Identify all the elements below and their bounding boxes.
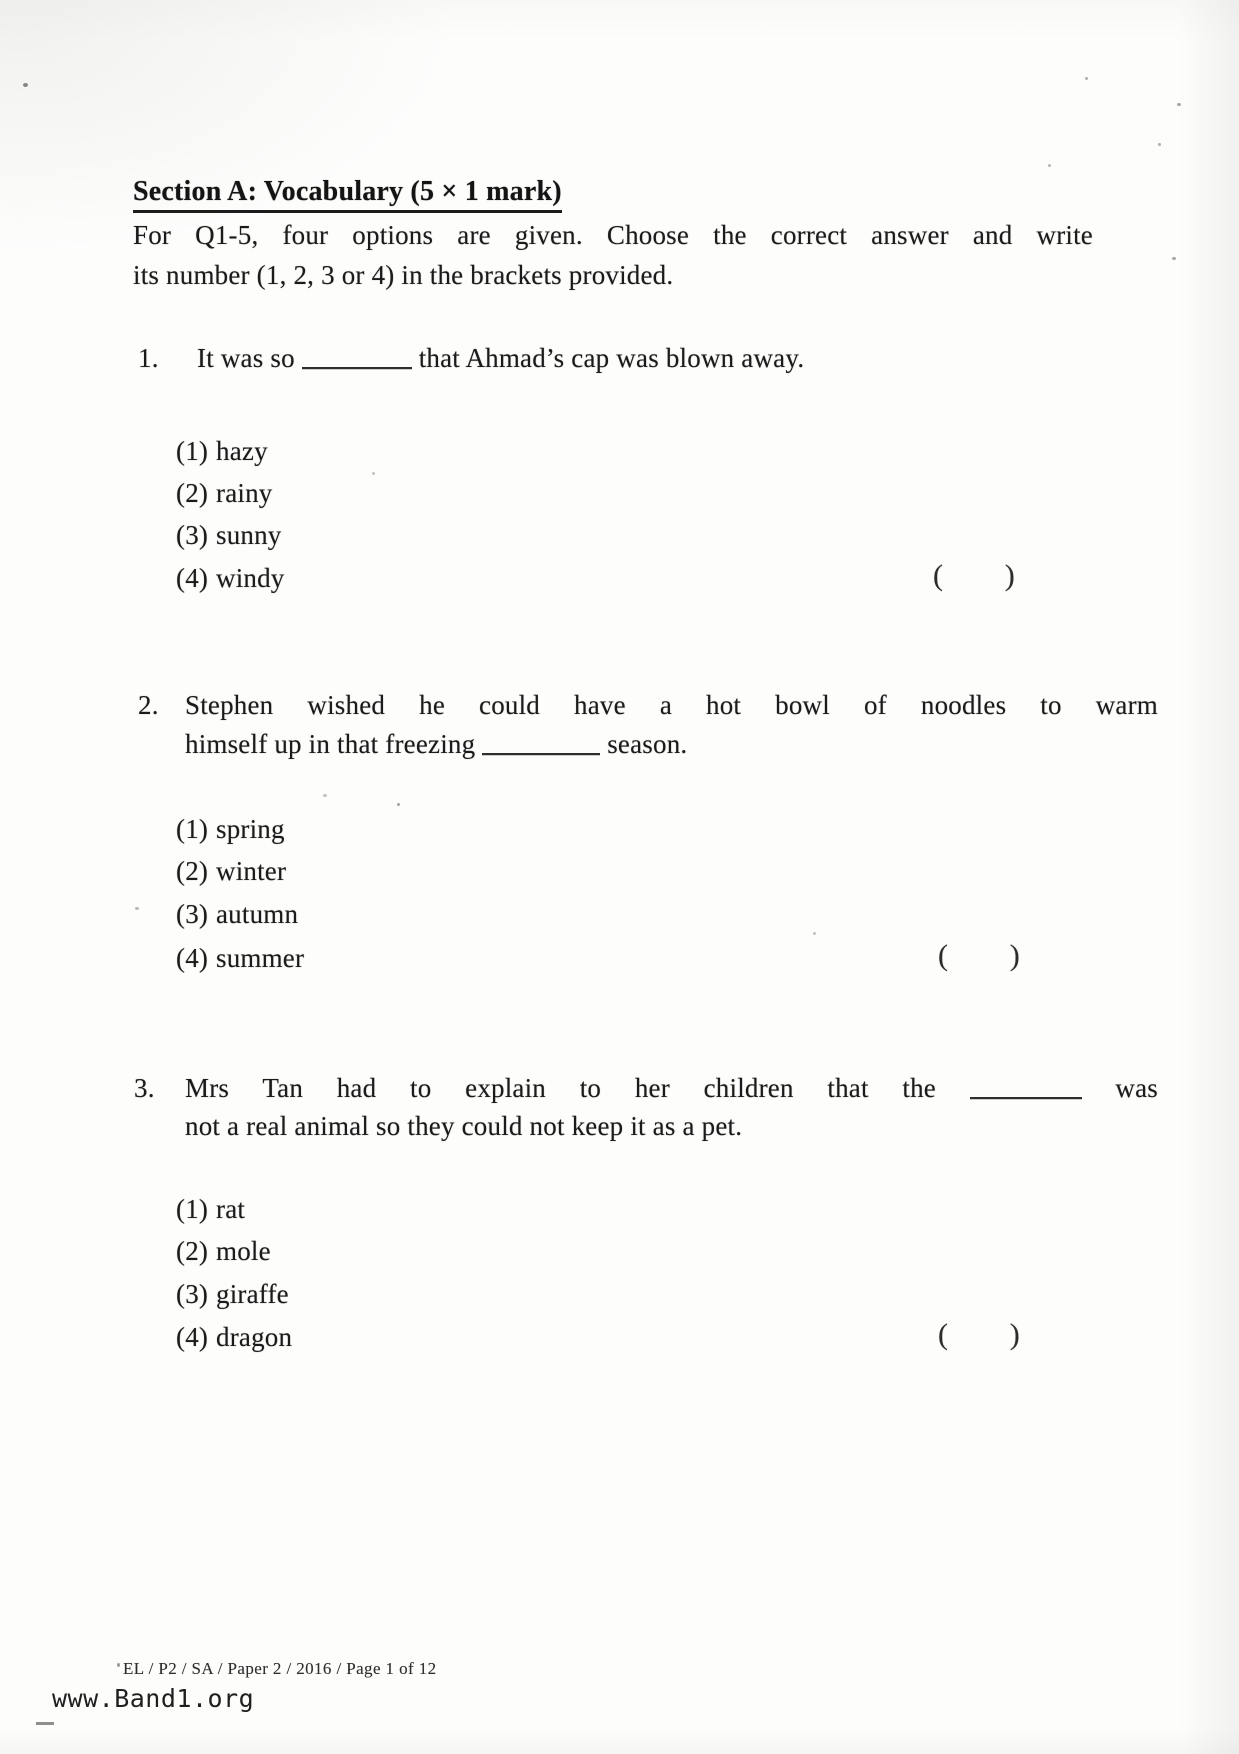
option-label: winter: [216, 856, 287, 886]
option-label: spring: [216, 814, 285, 844]
bracket-close: ): [1004, 559, 1015, 592]
option-number: (4): [176, 1322, 209, 1352]
option-label: giraffe: [216, 1279, 289, 1309]
question-1-answer-brackets: [933, 559, 1015, 593]
section-title: Section A: Vocabulary (5 × 1 mark): [133, 176, 562, 213]
question-3-answer-blank: [970, 1097, 1082, 1099]
footer-paper-reference: EL / P2 / SA / Paper 2 / 2016 / Page 1 of 12: [123, 1659, 437, 1678]
question-1-stem-after: that Ahmad’s cap was blown away.: [418, 343, 805, 373]
question-2-answer-blank: [482, 753, 600, 755]
option-label: autumn: [216, 899, 299, 929]
scan-speck: [1085, 77, 1088, 80]
instructions-line-1: For Q1-5, four options are given. Choose the correct answer and write: [133, 220, 1093, 250]
option-label: windy: [216, 563, 285, 593]
question-3-option-2: [176, 1234, 271, 1268]
bracket-open: (: [938, 1318, 949, 1351]
question-1-number: 1.: [138, 343, 159, 373]
option-number: (1): [176, 436, 209, 466]
bracket-open: (: [938, 939, 949, 972]
question-3-stem-line-1: [185, 1071, 1158, 1105]
question-2-number: 2.: [138, 690, 159, 720]
option-number: (4): [176, 563, 209, 593]
option-label: mole: [216, 1236, 271, 1266]
option-number: (4): [176, 943, 209, 973]
bracket-open: (: [933, 559, 944, 592]
option-number: (2): [176, 1236, 209, 1266]
scan-speck: [1172, 257, 1176, 260]
scan-speck: [23, 83, 28, 87]
option-number: (3): [176, 1279, 209, 1309]
bracket-close: ): [1009, 1318, 1020, 1351]
option-number: (3): [176, 520, 209, 550]
option-label: rainy: [216, 478, 273, 508]
scan-artifact-dash: [36, 1722, 54, 1725]
bracket-close: ): [1009, 939, 1020, 972]
option-number: (2): [176, 856, 209, 886]
scan-speck: [1177, 103, 1181, 106]
question-2-stem-after: season.: [607, 729, 688, 759]
option-number: (1): [176, 1194, 209, 1224]
question-1-option-1: [176, 434, 268, 468]
question-2-stem-before: himself up in that freezing: [185, 729, 476, 759]
scan-speck: [372, 472, 375, 475]
question-2-option-4: [176, 941, 304, 975]
question-1-option-3: [176, 518, 282, 552]
option-label: sunny: [216, 520, 282, 550]
question-1-stem-before: It was so: [197, 343, 295, 373]
watermark-website: www.Band1.org: [52, 1684, 255, 1713]
question-3-option-1: [176, 1192, 245, 1226]
question-3-answer-brackets: [938, 1318, 1020, 1352]
question-3-option-3: [176, 1277, 289, 1311]
question-2-stem-line-1: Stephen wished he could have a hot bowl of noodles to warm: [185, 690, 1158, 720]
scan-speck: [135, 907, 139, 910]
option-number: (3): [176, 899, 209, 929]
scan-speck: [117, 1663, 120, 1667]
question-3-option-4: [176, 1320, 292, 1354]
question-1-option-4: [176, 561, 285, 595]
question-2-option-1: [176, 812, 285, 846]
instructions-line-2: its number (1, 2, 3 or 4) in the brackets provided.: [133, 260, 674, 290]
question-3-stem-line-2: not a real animal so they could not keep it as a pet.: [185, 1111, 743, 1141]
scan-speck: [323, 794, 327, 797]
question-2-option-3: [176, 897, 298, 931]
question-2-stem-line-2: [185, 727, 687, 761]
question-3-stem-after: was: [1115, 1073, 1158, 1103]
option-label: rat: [216, 1194, 246, 1224]
option-number: (1): [176, 814, 209, 844]
question-1-stem: [197, 341, 804, 375]
question-2-option-2: [176, 854, 286, 888]
question-1-answer-blank: [302, 367, 412, 369]
question-2-answer-brackets: [938, 939, 1020, 973]
scan-speck: [397, 803, 400, 806]
question-3-number: 3.: [134, 1073, 155, 1103]
scan-speck: [1158, 143, 1161, 146]
option-label: hazy: [216, 436, 268, 466]
scan-speck: [813, 932, 816, 935]
scan-speck: [1048, 164, 1051, 167]
question-3-stem-before: Mrs Tan had to explain to her children that the: [185, 1073, 936, 1103]
question-1-option-2: [176, 476, 272, 510]
option-label: summer: [216, 943, 305, 973]
option-number: (2): [176, 478, 209, 508]
option-label: dragon: [216, 1322, 293, 1352]
